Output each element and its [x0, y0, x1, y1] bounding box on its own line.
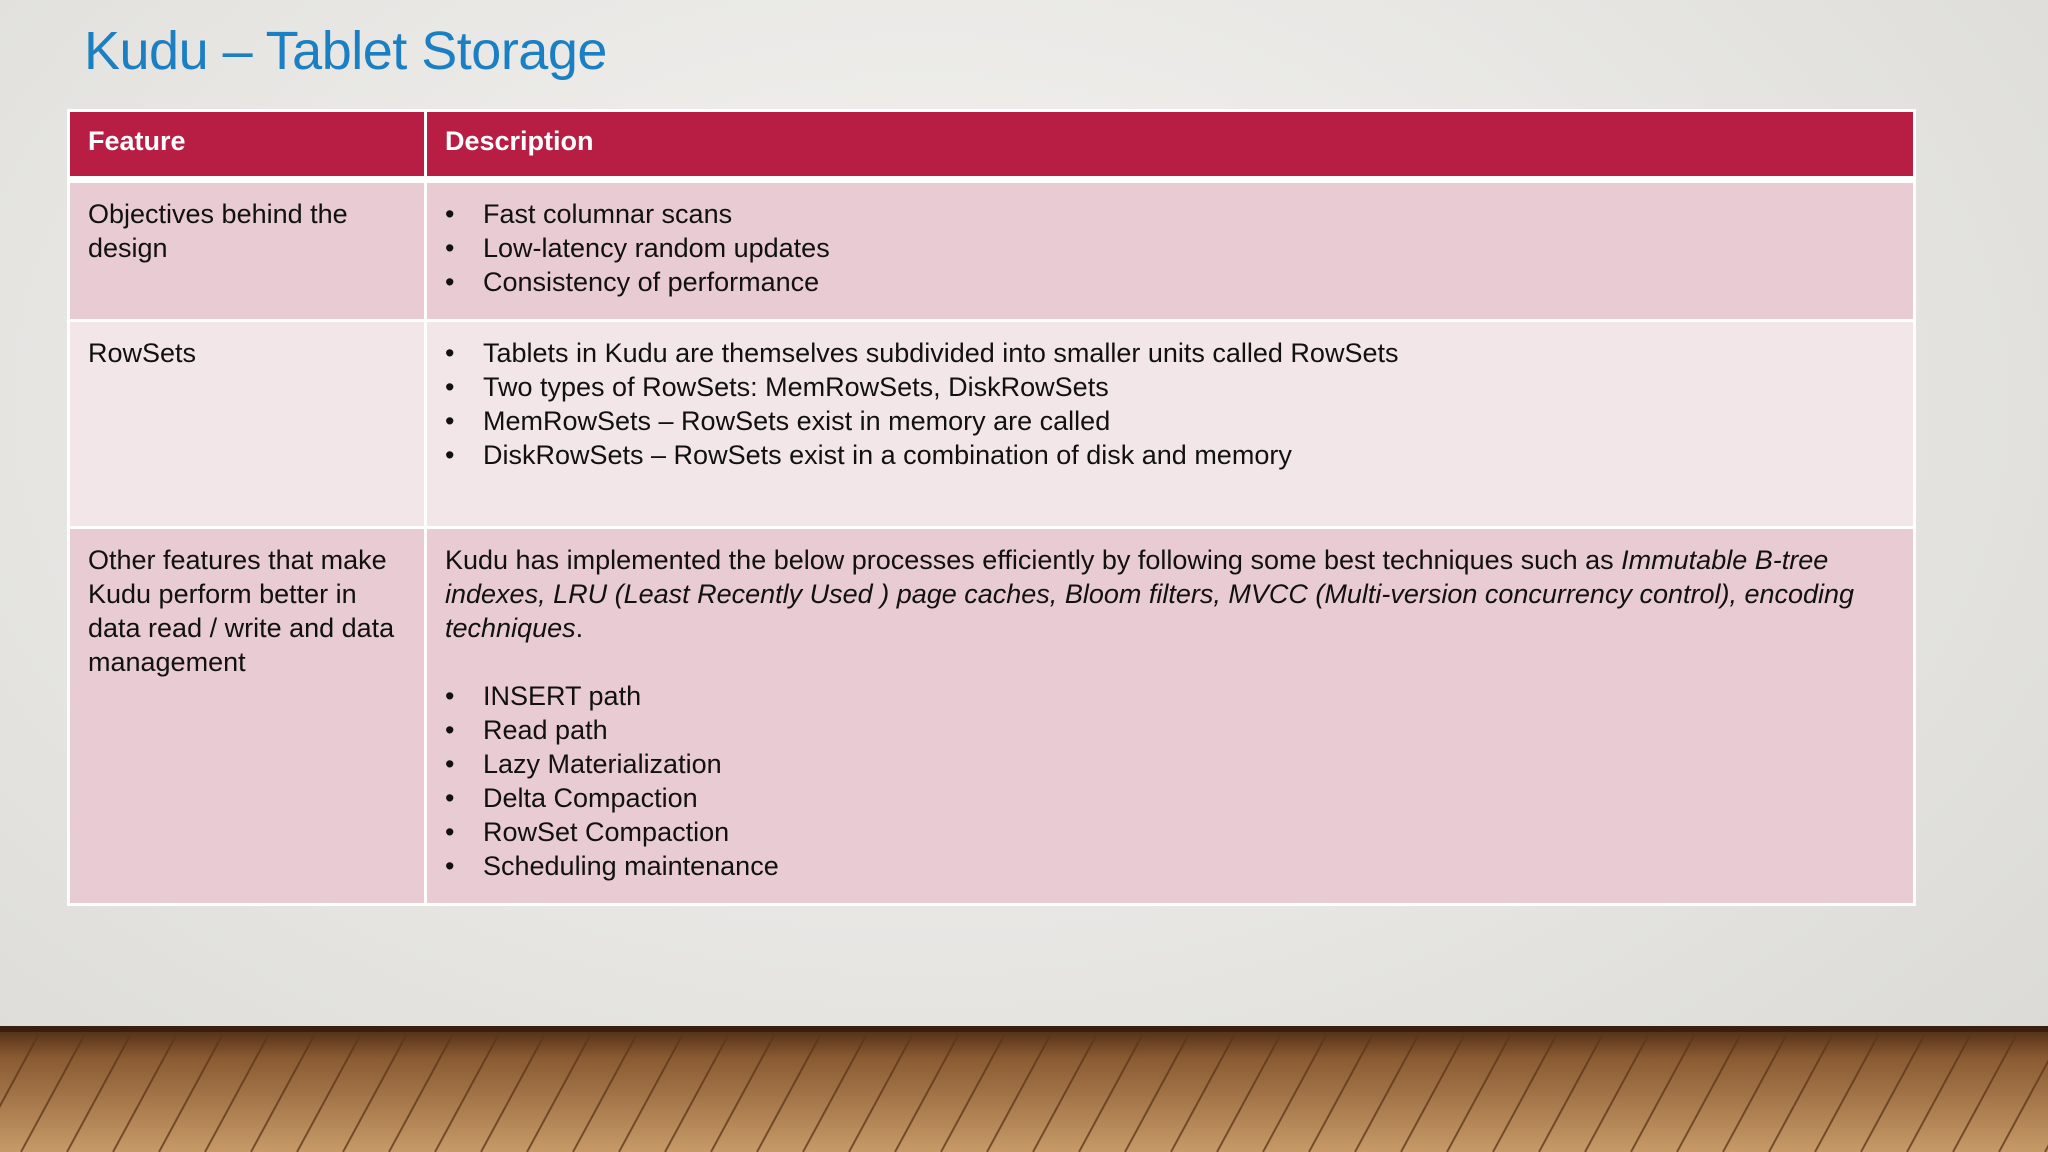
header-description: Description: [426, 111, 1915, 180]
wood-floor: [0, 1026, 2048, 1152]
list-item: • Tablets in Kudu are themselves subdivided into smaller units called RowSets: [445, 336, 1895, 370]
intro-techniques: Immutable B-tree indexes, LRU (Least Recently Used ) page caches, Bloom filters, MVCC (Multi-version concurrency control), encoding techniques: [445, 545, 1855, 643]
table-row: [69, 180, 1915, 321]
slide-title: Kudu – Tablet Storage: [84, 21, 607, 81]
list-item: • Delta Compaction: [445, 781, 1895, 815]
list-item: • MemRowSets – RowSets exist in memory are called: [445, 404, 1895, 438]
feature-cell: RowSets: [69, 321, 426, 528]
description-cell: [426, 180, 1915, 321]
description-cell: [426, 321, 1915, 528]
list-item: • Low-latency random updates: [445, 231, 1895, 265]
table-row: [69, 321, 1915, 528]
list-item: • Two types of RowSets: MemRowSets, DiskRowSets: [445, 370, 1895, 404]
intro-text: Kudu has implemented the below processes efficiently by following some best techniques such as: [445, 545, 1622, 575]
description-cell: [426, 528, 1915, 905]
header-feature: Feature: [69, 111, 426, 180]
list-item: • Consistency of performance: [445, 265, 1895, 299]
list-item: • Scheduling maintenance: [445, 849, 1895, 883]
list-item: • INSERT path: [445, 679, 1895, 713]
feature-table: [67, 109, 1913, 881]
list-item: • RowSet Compaction: [445, 815, 1895, 849]
intro-end: .: [575, 613, 584, 643]
list-item: • Read path: [445, 713, 1895, 747]
bullet-list: [445, 336, 1895, 472]
intro-paragraph: [445, 543, 1895, 645]
list-item: • Fast columnar scans: [445, 197, 1895, 231]
bullet-list: [445, 197, 1895, 299]
list-item: • Lazy Materialization: [445, 747, 1895, 781]
feature-cell: Objectives behind the design: [69, 180, 426, 321]
bullet-list: [445, 679, 1895, 883]
list-item: • DiskRowSets – RowSets exist in a combination of disk and memory: [445, 438, 1895, 472]
feature-cell: Other features that make Kudu perform better in data read / write and data management: [69, 528, 426, 905]
table-row: [69, 528, 1915, 905]
